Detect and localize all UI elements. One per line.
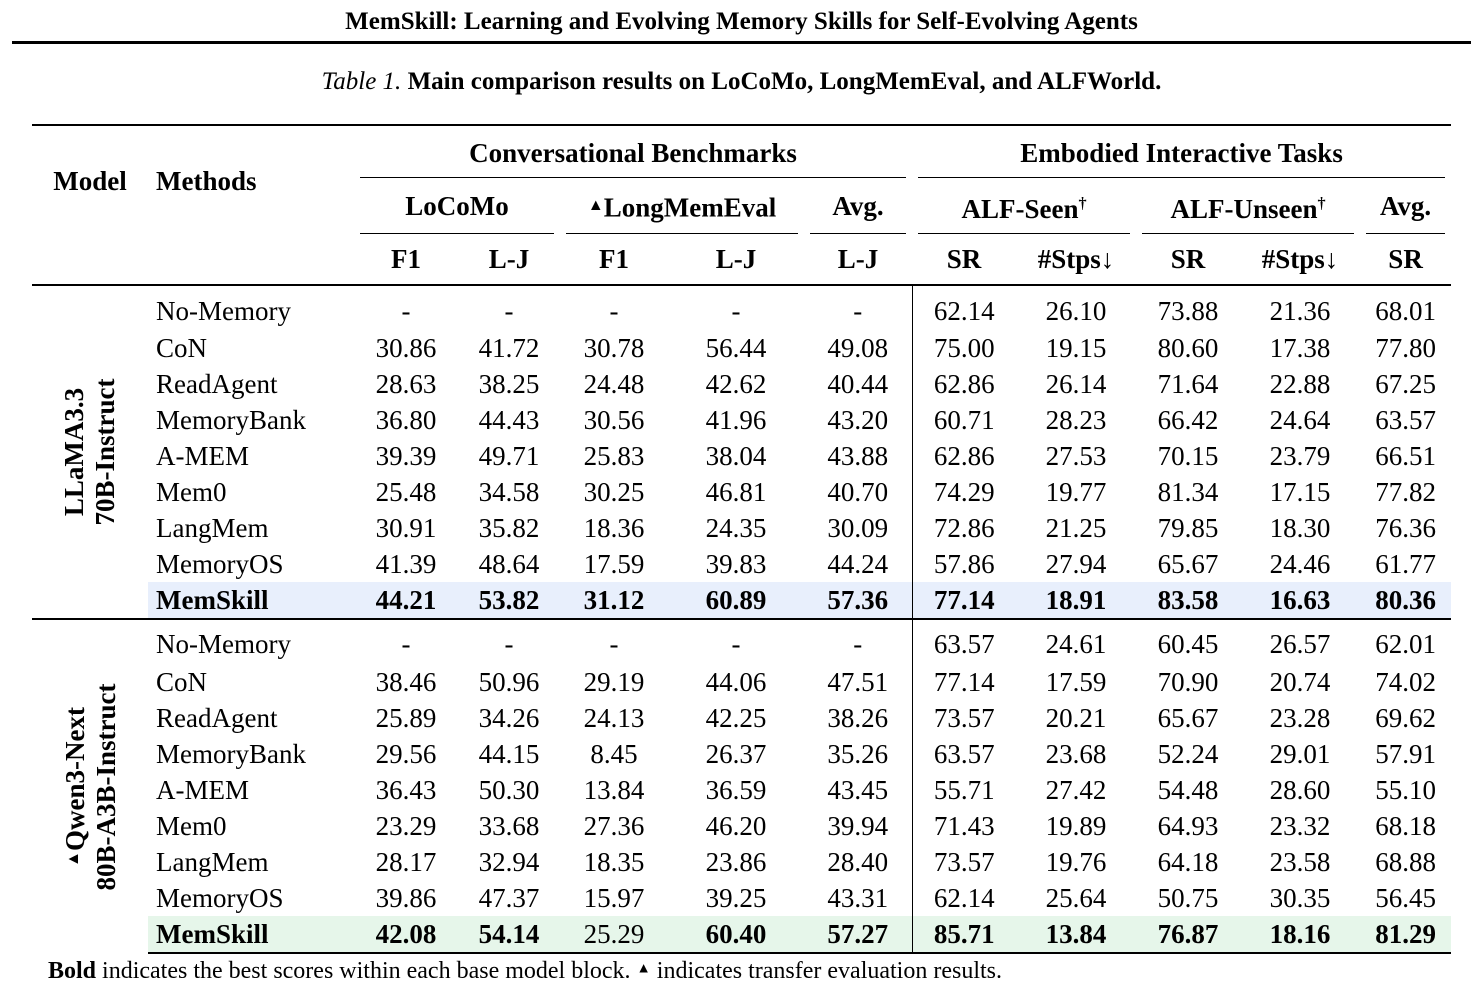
method-name: MemoryBank — [156, 405, 306, 435]
value-cell: 52.24 — [1157, 739, 1219, 769]
value-cell: 23.79 — [1269, 441, 1331, 471]
value-cell: 24.35 — [705, 513, 767, 543]
value-cell: 62.14 — [912, 285, 1016, 330]
value-cell: 19.89 — [1045, 811, 1107, 841]
value-cell: 53.82 — [458, 582, 560, 619]
value-cell: 56.44 — [705, 333, 767, 363]
value-cell: 49.08 — [827, 333, 889, 363]
method-name: Mem0 — [156, 477, 227, 507]
value-cell: 43.31 — [827, 883, 889, 913]
value-cell: 40.70 — [827, 477, 889, 507]
value-cell: 27.42 — [1045, 775, 1107, 805]
value-cell: 30.56 — [583, 405, 645, 435]
value-cell: 77.14 — [912, 664, 1016, 700]
header-longmemeval — [560, 178, 804, 234]
value-cell: 55.10 — [1375, 775, 1436, 805]
value-cell: 41.96 — [705, 405, 767, 435]
header-conv-avg — [804, 178, 912, 234]
value-cell: 18.16 — [1240, 916, 1360, 953]
value-cell: 30.09 — [827, 513, 889, 543]
method-name: MemoryBank — [156, 739, 306, 769]
value-cell: 85.71 — [912, 916, 1016, 953]
table-row — [32, 772, 1451, 808]
header-alf-seen — [912, 178, 1136, 234]
value-cell: 16.63 — [1240, 582, 1360, 619]
value-cell: 38.25 — [478, 369, 540, 399]
value-cell: 50.30 — [478, 775, 540, 805]
model-line-1-text: Qwen3-Next — [60, 706, 91, 851]
table-row — [32, 844, 1451, 880]
value-cell: 34.26 — [478, 703, 540, 733]
footnote-marker-icon: ▲ — [636, 960, 651, 977]
metric-sr: SR — [912, 234, 1016, 285]
value-cell: 70.15 — [1157, 441, 1219, 471]
value-cell: 28.60 — [1269, 775, 1331, 805]
longmemeval-label: LongMemEval — [603, 192, 777, 223]
method-name: ReadAgent — [156, 703, 278, 733]
value-cell: 42.62 — [705, 369, 767, 399]
table-row — [32, 330, 1451, 366]
value-cell: 41.39 — [375, 549, 437, 579]
value-cell: 30.91 — [375, 513, 437, 543]
value-cell: 65.67 — [1157, 703, 1219, 733]
value-cell: - — [560, 619, 668, 664]
value-cell: 17.59 — [583, 549, 645, 579]
value-cell: 26.37 — [705, 739, 767, 769]
group-emb-label: Embodied Interactive Tasks — [1020, 138, 1343, 168]
value-cell: 64.93 — [1157, 811, 1219, 841]
value-cell: 36.80 — [375, 405, 437, 435]
value-cell: 27.53 — [1045, 441, 1107, 471]
method-name: A-MEM — [156, 775, 249, 805]
model-name-line-1 — [58, 683, 91, 890]
value-cell: 24.48 — [583, 369, 645, 399]
table-row — [32, 880, 1451, 916]
method-name: MemoryOS — [156, 549, 284, 579]
value-cell: 18.30 — [1269, 513, 1331, 543]
value-cell: 23.28 — [1269, 703, 1331, 733]
header-blank — [148, 234, 354, 285]
alf-unseen-label: ALF-Unseen — [1170, 194, 1318, 224]
value-cell: 54.48 — [1157, 775, 1219, 805]
results-body — [32, 285, 1451, 953]
value-cell: 23.32 — [1269, 811, 1331, 841]
caption-title: Main comparison results on LoCoMo, LongMemEval, and ALFWorld. — [407, 68, 1162, 95]
value-cell: 62.86 — [912, 366, 1016, 402]
model-line-1-text: LLaMA3.3 — [59, 387, 89, 517]
value-cell: 67.25 — [1375, 369, 1436, 399]
dagger-mark: † — [1317, 194, 1326, 212]
table-row — [32, 700, 1451, 736]
value-cell: 23.58 — [1269, 847, 1331, 877]
value-cell: 56.45 — [1375, 883, 1436, 913]
value-cell: 50.96 — [478, 667, 540, 697]
value-cell: 33.68 — [478, 811, 540, 841]
value-cell: 30.86 — [375, 333, 437, 363]
header-model: Model — [53, 166, 127, 196]
value-cell: 74.02 — [1375, 667, 1436, 697]
method-name: ReadAgent — [156, 369, 278, 399]
method-name: MemSkill — [148, 582, 354, 619]
value-cell: 29.01 — [1269, 739, 1331, 769]
value-cell: 38.46 — [375, 667, 437, 697]
value-cell: 44.21 — [354, 582, 458, 619]
value-cell: 46.81 — [705, 477, 767, 507]
method-name: Mem0 — [156, 811, 227, 841]
header-methods: Methods — [156, 166, 257, 196]
value-cell: - — [668, 619, 804, 664]
value-cell: 60.71 — [912, 402, 1016, 438]
metric-f1: F1 — [354, 234, 458, 285]
value-cell: 81.34 — [1157, 477, 1219, 507]
value-cell: 49.71 — [478, 441, 540, 471]
footnote-bold: Bold — [48, 958, 97, 984]
value-cell: 25.48 — [375, 477, 437, 507]
locomo-label: LoCoMo — [405, 191, 509, 221]
method-name: CoN — [156, 333, 208, 363]
value-cell: 28.40 — [827, 847, 889, 877]
value-cell: 39.83 — [705, 549, 767, 579]
value-cell: 18.35 — [583, 847, 645, 877]
value-cell: 22.88 — [1269, 369, 1331, 399]
model-name-cell — [32, 285, 148, 619]
value-cell: 18.36 — [583, 513, 645, 543]
header-embodied-interactive-tasks — [912, 125, 1451, 178]
header-rule — [12, 41, 1471, 44]
value-cell: 57.86 — [912, 546, 1016, 582]
transfer-marker-icon: ▲ — [63, 850, 82, 867]
value-cell: 72.86 — [912, 510, 1016, 546]
value-cell: 26.57 — [1240, 619, 1360, 664]
value-cell: 60.40 — [668, 916, 804, 953]
value-cell: - — [504, 296, 514, 326]
value-cell: 23.68 — [1045, 739, 1107, 769]
value-cell: 68.88 — [1375, 847, 1436, 877]
value-cell: 43.88 — [827, 441, 889, 471]
value-cell: 17.59 — [1045, 667, 1107, 697]
table-row — [32, 619, 1451, 664]
value-cell: 28.63 — [375, 369, 437, 399]
table-row — [32, 510, 1451, 546]
value-cell: - — [731, 296, 741, 326]
model-name-cell — [32, 619, 148, 953]
header-emb-avg — [1360, 178, 1451, 234]
value-cell: 35.26 — [827, 739, 889, 769]
value-cell: 44.15 — [478, 739, 540, 769]
running-head: MemSkill: Learning and Evolving Memory Skills for Self-Evolving Agents — [345, 8, 1138, 35]
table-row — [32, 285, 1451, 330]
metric-lj: L-J — [458, 234, 560, 285]
value-cell: 18.91 — [1016, 582, 1136, 619]
value-cell: 43.20 — [827, 405, 889, 435]
value-cell: 23.86 — [705, 847, 767, 877]
value-cell: 64.18 — [1157, 847, 1219, 877]
table-row — [32, 808, 1451, 844]
value-cell: 24.64 — [1269, 405, 1331, 435]
value-cell: 34.58 — [478, 477, 540, 507]
value-cell: 32.94 — [478, 847, 540, 877]
metric-sr: SR — [1136, 234, 1240, 285]
metric-lj: L-J — [668, 234, 804, 285]
value-cell: 26.14 — [1045, 369, 1107, 399]
footnote-text-1: indicates the best scores within each base model block. — [96, 958, 637, 984]
value-cell: 40.44 — [827, 369, 889, 399]
table-row — [32, 402, 1451, 438]
model-name-line-2: 70B-Instruct — [90, 378, 120, 526]
value-cell: 76.36 — [1375, 513, 1436, 543]
value-cell: 68.18 — [1375, 811, 1436, 841]
value-cell: 25.83 — [583, 441, 645, 471]
transfer-marker-icon: ▲ — [587, 195, 604, 214]
value-cell: 71.43 — [912, 808, 1016, 844]
value-cell: 36.43 — [375, 775, 437, 805]
value-cell: 19.15 — [1045, 333, 1107, 363]
table-row — [32, 664, 1451, 700]
model-name — [59, 379, 121, 526]
method-name: CoN — [156, 667, 208, 697]
value-cell: 81.29 — [1360, 916, 1451, 953]
value-cell: 30.25 — [583, 477, 645, 507]
value-cell: 66.51 — [1375, 441, 1436, 471]
table-row — [32, 546, 1451, 582]
table-row — [32, 916, 1451, 953]
value-cell: 50.75 — [1157, 883, 1219, 913]
method-name: LangMem — [156, 513, 269, 543]
value-cell: 24.46 — [1269, 549, 1331, 579]
value-cell: 42.08 — [354, 916, 458, 953]
value-cell: 73.57 — [912, 844, 1016, 880]
value-cell: 35.82 — [478, 513, 540, 543]
header-locomo — [354, 178, 560, 234]
value-cell: 57.91 — [1375, 739, 1436, 769]
header-blank — [32, 234, 148, 285]
value-cell: 77.82 — [1375, 477, 1436, 507]
value-cell: 62.01 — [1360, 619, 1451, 664]
model-name-line-2: 80B-A3B-Instruct — [91, 683, 122, 890]
conv-avg-label: Avg. — [832, 191, 884, 221]
value-cell: 83.58 — [1136, 582, 1240, 619]
value-cell: 17.38 — [1269, 333, 1331, 363]
header-conversational-benchmarks — [354, 125, 912, 178]
value-cell: 68.01 — [1375, 296, 1436, 326]
value-cell: 23.29 — [375, 811, 437, 841]
method-name: LangMem — [156, 847, 269, 877]
value-cell: 31.12 — [560, 582, 668, 619]
value-cell: - — [804, 619, 912, 664]
metric-lj: L-J — [804, 234, 912, 285]
value-cell: 8.45 — [590, 739, 638, 769]
value-cell: 21.36 — [1269, 296, 1331, 326]
value-cell: 76.87 — [1136, 916, 1240, 953]
caption-label: Table 1. — [321, 68, 402, 95]
value-cell: - — [458, 619, 560, 664]
value-cell: 28.17 — [375, 847, 437, 877]
value-cell: 25.89 — [375, 703, 437, 733]
value-cell: 61.77 — [1375, 549, 1436, 579]
model-name — [58, 683, 122, 890]
value-cell: 41.72 — [478, 333, 540, 363]
value-cell: 73.88 — [1157, 296, 1219, 326]
value-cell: 44.24 — [827, 549, 889, 579]
dagger-mark: † — [1078, 194, 1087, 212]
value-cell: 15.97 — [583, 883, 645, 913]
method-name: A-MEM — [156, 441, 249, 471]
value-cell: 25.29 — [560, 916, 668, 953]
group-conv-label: Conversational Benchmarks — [469, 138, 797, 168]
value-cell: 24.61 — [1016, 619, 1136, 664]
value-cell: 77.80 — [1375, 333, 1436, 363]
metric-steps: #Stps↓ — [1016, 234, 1136, 285]
value-cell: - — [401, 296, 411, 326]
value-cell: 80.60 — [1157, 333, 1219, 363]
value-cell: 48.64 — [478, 549, 540, 579]
table-caption — [0, 68, 1483, 96]
value-cell: 39.25 — [705, 883, 767, 913]
value-cell: 19.77 — [1045, 477, 1107, 507]
value-cell: 27.94 — [1045, 549, 1107, 579]
metric-f1: F1 — [560, 234, 668, 285]
value-cell: 19.76 — [1045, 847, 1107, 877]
value-cell: 44.43 — [478, 405, 540, 435]
value-cell: 62.14 — [912, 880, 1016, 916]
metric-sr: SR — [1360, 234, 1451, 285]
value-cell: 28.23 — [1045, 405, 1107, 435]
results-table — [32, 124, 1451, 954]
value-cell: 63.57 — [1375, 405, 1436, 435]
alf-seen-label: ALF-Seen — [961, 194, 1079, 224]
value-cell: 30.35 — [1269, 883, 1331, 913]
value-cell: 38.26 — [827, 703, 889, 733]
value-cell: 29.19 — [583, 667, 645, 697]
value-cell: 46.20 — [705, 811, 767, 841]
value-cell: 25.64 — [1045, 883, 1107, 913]
method-name: No-Memory — [148, 619, 354, 664]
value-cell: 17.15 — [1269, 477, 1331, 507]
value-cell: 36.59 — [705, 775, 767, 805]
table-row — [32, 582, 1451, 619]
value-cell: 21.25 — [1045, 513, 1107, 543]
method-name: No-Memory — [156, 296, 291, 326]
value-cell: 42.25 — [705, 703, 767, 733]
header-alf-unseen — [1136, 178, 1360, 234]
value-cell: 57.27 — [804, 916, 912, 953]
value-cell: 44.06 — [705, 667, 767, 697]
table-row — [32, 736, 1451, 772]
value-cell: 65.67 — [1157, 549, 1219, 579]
value-cell: - — [354, 619, 458, 664]
value-cell: 63.57 — [912, 736, 1016, 772]
value-cell: 74.29 — [912, 474, 1016, 510]
value-cell: - — [853, 296, 863, 326]
value-cell: 55.71 — [912, 772, 1016, 808]
value-cell: 60.89 — [668, 582, 804, 619]
value-cell: 20.21 — [1045, 703, 1107, 733]
value-cell: 73.57 — [912, 700, 1016, 736]
value-cell: 77.14 — [912, 582, 1016, 619]
value-cell: 38.04 — [705, 441, 767, 471]
value-cell: 47.37 — [478, 883, 540, 913]
value-cell: 79.85 — [1157, 513, 1219, 543]
value-cell: 20.74 — [1269, 667, 1331, 697]
value-cell: 43.45 — [827, 775, 889, 805]
value-cell: 54.14 — [458, 916, 560, 953]
value-cell: 69.62 — [1375, 703, 1436, 733]
method-name: MemoryOS — [156, 883, 284, 913]
value-cell: 70.90 — [1157, 667, 1219, 697]
value-cell: 80.36 — [1360, 582, 1451, 619]
value-cell: 75.00 — [912, 330, 1016, 366]
value-cell: 57.36 — [804, 582, 912, 619]
value-cell: 13.84 — [1016, 916, 1136, 953]
value-cell: 62.86 — [912, 438, 1016, 474]
model-name-line-1 — [59, 379, 90, 526]
value-cell: 13.84 — [583, 775, 645, 805]
table-row — [32, 438, 1451, 474]
value-cell: 24.13 — [583, 703, 645, 733]
table-row — [32, 366, 1451, 402]
value-cell: 30.78 — [583, 333, 645, 363]
value-cell: 39.86 — [375, 883, 437, 913]
value-cell: 26.10 — [1045, 296, 1107, 326]
value-cell: 39.39 — [375, 441, 437, 471]
value-cell: - — [609, 296, 619, 326]
metric-steps: #Stps↓ — [1240, 234, 1360, 285]
value-cell: 71.64 — [1157, 369, 1219, 399]
value-cell: 66.42 — [1157, 405, 1219, 435]
value-cell: 27.36 — [583, 811, 645, 841]
value-cell: 60.45 — [1136, 619, 1240, 664]
value-cell: 39.94 — [827, 811, 889, 841]
method-name: MemSkill — [148, 916, 354, 953]
footnote-text-2: indicates transfer evaluation results. — [650, 958, 1003, 984]
emb-avg-label: Avg. — [1379, 191, 1432, 221]
table-row — [32, 474, 1451, 510]
value-cell: 29.56 — [375, 739, 437, 769]
value-cell: 63.57 — [912, 619, 1016, 664]
value-cell: 47.51 — [827, 667, 889, 697]
